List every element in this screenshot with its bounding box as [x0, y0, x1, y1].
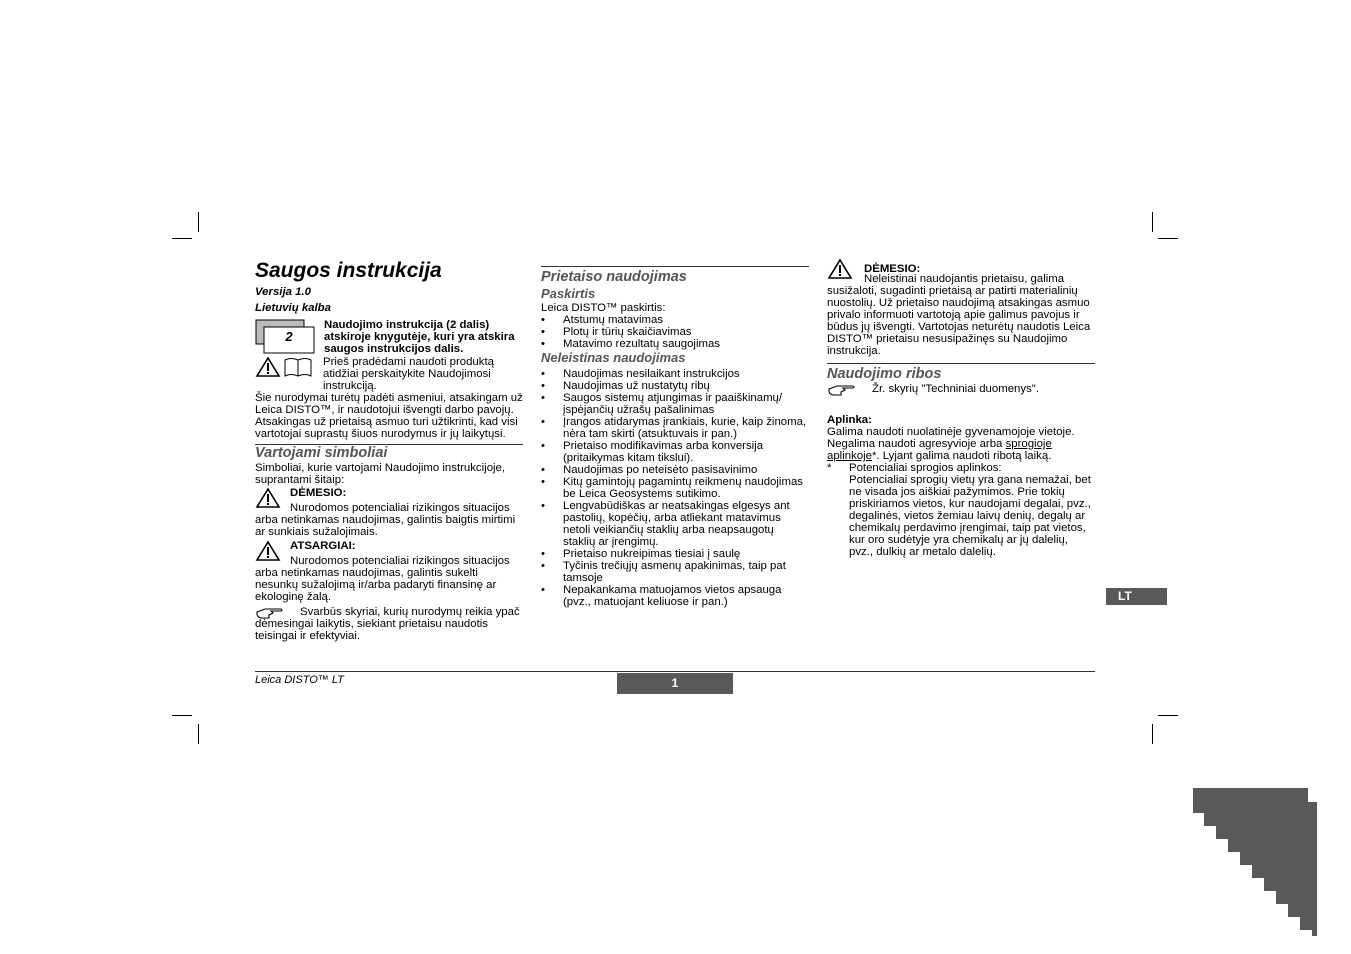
page-title: Saugos instrukcija [255, 259, 442, 282]
forbidden-list [541, 368, 809, 608]
important-text: Svarbūs skyriai, kurių nurodymų reikia ypač dėmesingai laikytis, siekiant prietaisu naudotis teisingai ir efektyviai. [255, 606, 520, 642]
list-item: • Plotų ir tūrių skaičiavimas [541, 326, 809, 338]
list-item: • Atstumų matavimas [541, 314, 809, 326]
book-number: 2 [285, 329, 293, 344]
list-item: • Nepakankama matuojamos vietos apsauga (pvz., matuojant keliuose ir pan.) [541, 584, 809, 608]
paragraph: Šie nurodymai turėtų padėti asmeniui, atsakingam už Leica DISTO™, ir naudotojui išvengti darbo pavojų. [255, 392, 523, 416]
symbols-intro: Simboliai, kurie vartojami Naudojimo instrukcijoje, suprantami šitaip: [255, 462, 506, 486]
column-usage [541, 258, 809, 608]
danger-label: DĖMESIO: [864, 263, 921, 275]
purpose-heading: Paskirtis [541, 286, 596, 301]
environment-text: Galima naudoti nuolatinėje gyvenamojoje vietoje. Negalima naudoti agresyvioje arba sprogioje aplinkoje*. Lyjant galima naudoti ribotą laiką. [827, 426, 1075, 462]
section-staircase-graphic [1192, 787, 1351, 937]
language-label: Lietuvių kalba [255, 302, 331, 314]
list-item: • Naudojimas už nustatytų ribų [541, 380, 809, 392]
warning-icon [255, 540, 290, 565]
page-number: 1 [617, 673, 733, 694]
crop-mark [1158, 715, 1178, 716]
caution-label: ATSARGIAI: [290, 540, 356, 552]
list-item: • Naudojimas po neteisėto pasisavinimo [541, 464, 809, 476]
danger-text: Neleistinai naudojantis prietaisu, galima susižaloti, sugadinti prietaisą ar patirti materialinių nuostolių. Už prietaiso naudojimą atsakingas asmuo privalo informuoti vartotoją apie galimus pavojus ir būdus jų išvengti. Vartotojas neturėtų naudotis Leica DISTO™ prietaisu nesusipažinęs su Naudojimo instrukcija. [827, 273, 1091, 357]
crop-mark [198, 212, 199, 232]
forbidden-heading: Neleistinas naudojimas [541, 350, 686, 365]
list-item: • Prietaiso modifikavimas arba konversija (pritaikymas kitam tikslui). [541, 440, 809, 464]
language-tab: LT [1106, 588, 1167, 605]
crop-mark [172, 715, 192, 716]
usage-heading: Prietaiso naudojimas [541, 269, 687, 285]
warning-icon [255, 356, 283, 392]
list-item: • Prietaiso nukreipimas tiesiai į saulę [541, 548, 809, 560]
purpose-intro: Leica DISTO™ paskirtis: [541, 302, 666, 314]
version-label: Versija 1.0 [255, 286, 311, 298]
column-limits [827, 258, 1095, 558]
crop-mark [1152, 724, 1153, 744]
crop-mark [1152, 212, 1153, 232]
list-item: • Saugos sistemų atjungimas ir paaiškinamų/ įspėjančių užrašų pašalinimas [541, 392, 809, 416]
limits-heading: Naudojimo ribos [827, 366, 942, 382]
purpose-list [541, 314, 809, 350]
open-book-icon [283, 356, 323, 392]
warning-icon [255, 487, 290, 512]
list-item: • Kitų gamintojų pagamintų reikmenų naudojimas be Leica Geosystems sutikimo. [541, 476, 809, 500]
footer-rule [255, 671, 1095, 672]
limits-reference: Žr. skyrių "Techniniai duomenys". [872, 383, 1039, 395]
crop-mark [1158, 238, 1178, 239]
footnote-text: Potencialiai sprogių vietų yra gana nemažai, bet ne visada jos aiškiai pažymimos. Prie tokių priskiriamos vietos, kur naudojami degalai, pvz., degalinės, vietos žemiau laivų denių, degalų ar chemikalų perdavimo įrengimai, taip pat vietos, kur oro sudėtyje yra chemikalų ar jų dalelių, pvz., dulkių ar metalo dalelių. [849, 474, 1091, 558]
crop-mark [172, 238, 192, 239]
danger-label: DĖMESIO: [290, 487, 347, 499]
caution-text: Nurodomos potencialiai rizikingos situacijos arba netinkamas naudojimas, galintis sukelti nesunkų sužalojimą ir/arba padaryti finansinę ar ekologinę žalą. [255, 555, 510, 603]
list-item: • Tyčinis trečiųjų asmenų apakinimas, taip pat tamsoje [541, 560, 809, 584]
footnote-mark: * [827, 462, 832, 474]
book-icon [255, 319, 317, 355]
symbols-heading: Vartojami simboliai [255, 445, 388, 461]
pointing-hand-icon [827, 383, 872, 400]
footnote-title: Potencialiai sprogios aplinkos: [849, 462, 1002, 474]
danger-text: Nurodomos potencialiai rizikingos situacijos arba netinkamas naudojimas, galintis baigtis mirtimi ar sunkiais sužalojimais. [255, 502, 516, 538]
book-note: Naudojimo instrukcija (2 dalis) atskiroje knygutėje, kuri yra atskira saugos instrukcijos dalis. [324, 319, 515, 355]
environment-heading: Aplinka: [827, 414, 872, 426]
list-item: • Lengvabūdiškas ar neatsakingas elgesys ant pastolių, kopėčių, arba atliekant matavimus netoli veikiančių staklių arba neapsaugotų staklių ar įrengimų. [541, 500, 809, 548]
pointing-hand-icon [255, 606, 285, 623]
read-note: Prieš pradėdami naudoti produktą atidžiai perskaitykite Naudojimosi instrukciją. [323, 356, 494, 392]
paragraph: Atsakingas už prietaisą asmuo turi užtikrinti, kad visi vartotojai suprastų šiuos nurodymus ir jų laikytųsi. [255, 416, 518, 440]
list-item: • Įrangos atidarymas įrankiais, kurie, kaip žinoma, nėra tam skirti (atsuktuvais ir pan.) [541, 416, 809, 440]
crop-mark [198, 724, 199, 744]
warning-icon [827, 258, 864, 283]
footer-product: Leica DISTO™ LT [255, 674, 344, 686]
column-safety [255, 258, 523, 642]
list-item: • Naudojimas nesilaikant instrukcijos [541, 368, 809, 380]
list-item: • Matavimo rezultatų saugojimas [541, 338, 809, 350]
